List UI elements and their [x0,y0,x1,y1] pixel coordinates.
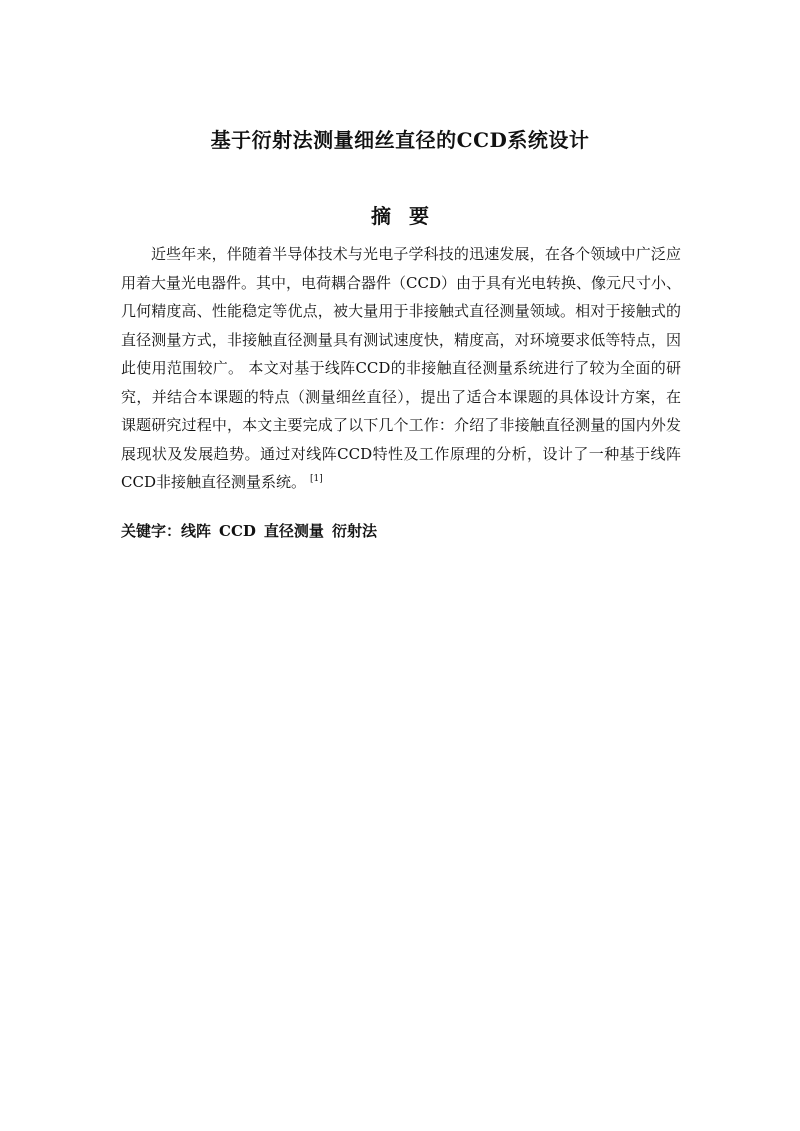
document-title: 基于衍射法测量细丝直径的CCD系统设计 [210,128,590,152]
keyword-item: 线阵 [181,522,212,540]
keyword-item: 直径测量 [263,522,324,540]
keyword-item: 衍射法 [331,522,377,540]
keywords-label: 关键字： [121,522,182,540]
citation-marker: [1] [309,474,323,484]
abstract-heading: 摘要 [371,204,447,228]
keyword-item: CCD [219,522,256,540]
abstract-body [121,240,681,497]
keywords-line [121,520,681,541]
abstract-text: 近些年来，伴随着半导体技术与光电子学科技的迅速发展，在各个领域中广泛应用着大量光电器件。其中，电荷耦合器件（CCD）由于具有光电转换、像元尺寸小、几何精度高、性能稳定等优点，被大量用于非接触式直径测量领域。相对于接触式的直径测量方式，非接触直径测量具有测试速度快，精度高，对环境要求低等特点，因此使用范围较广。 本文对基于线阵CCD的非接触直径测量系统进行了较为全面的研究，并结合本课题的特点（测量细丝直径），提出了适合本课题的具体设计方案，在课题研究过程中，本文主要完成了以下几个工作：介绍了非接触直径测量的国内外发展现状及发展趋势。通过对线阵CCD特性及工作原理的分析，设计了一种基于线阵CCD非接触直径测量系统。 [121,245,681,491]
